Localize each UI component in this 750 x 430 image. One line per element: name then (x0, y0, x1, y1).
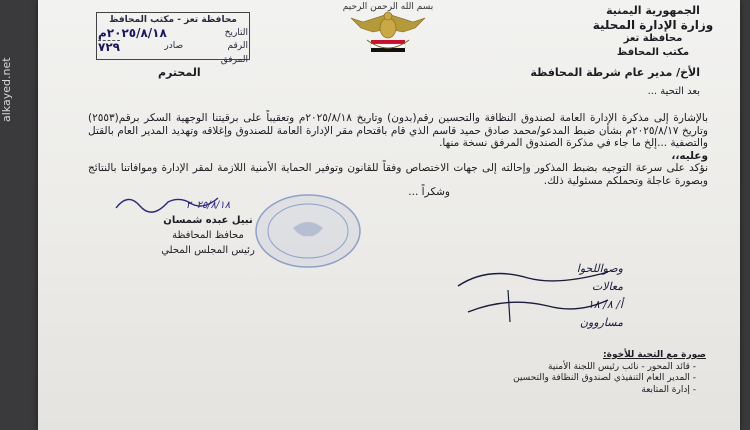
signatory-title-2: رئيس المجلس المحلي (161, 245, 255, 256)
stamp-number-label: الرقم (227, 41, 248, 51)
stamp-attachments-label: المرفق (220, 55, 248, 65)
stamp-title: محافظة تعز - مكتب المحافظ (109, 15, 237, 25)
body-paragraph-1: بالإشارة إلى مذكرة الإدارة العامة لصندوق النظافة والتحسين رقم(بدون) وتاريخ ٢٠٢٥/٨/١٨م وتعقيباً على برقيتنا الوجهية السكر برقم(٢٥٥٣) وتاريخ ٢٠٢٥/٨/١٧م بشأن ضبط المدعو/محمد صادق حميد قاسم الذي قام باقتحام مقر الإدارة العامة للصندوق وإغلاقه وتهديد المدير العام بالقتل والتصفية ...إلخ ما جاء في مذكرة الصندوق المرفق نسخة منها. (88, 112, 708, 149)
watermark: alkayed.net (0, 57, 13, 123)
copy-recipients (446, 350, 706, 396)
note-line-4: مساروون (579, 316, 623, 329)
incoming-stamp-content (98, 14, 248, 67)
greeting: بعد التحية ... (647, 86, 700, 97)
ministry-name: وزارة الإدارة المحلية (592, 18, 714, 32)
signatory-title-1: محافظ المحافظة (172, 230, 244, 241)
body-lead: وعليه،، (671, 149, 708, 162)
letterhead-right (578, 4, 728, 60)
salutation: الأخ/ مدير عام شرطة المحافظة (530, 66, 700, 79)
note-line-1: وصواللحوا (576, 262, 623, 275)
note-line-2: معالات (591, 280, 623, 293)
honorific: المحترم (158, 66, 201, 79)
body-paragraph-2: نؤكد على سرعة التوجيه بضبط المذكور وإحالته إلى جهات الاختصاص وفقاً للقانون وتوفير الحماية الأمنية اللازمة لمقر الإدارة وموافاتنا بالنتائج وبصورة عاجلة وتحملكم مسئولية ذلك. (88, 162, 708, 187)
cc-item: - إدارة المتابعة (446, 385, 696, 397)
stamp-outgoing-label: صادر (164, 41, 184, 51)
office-name: مكتب المحافظ (616, 47, 690, 58)
stamp-date-label: التاريخ (224, 28, 248, 38)
cc-title: صورة مع التحية للأخوة: (603, 350, 706, 360)
closing-thanks: وشكراً ... (408, 186, 450, 198)
signature-date: ٢٠٢٥/٨/١٨ (185, 200, 231, 211)
letter-body (88, 112, 708, 187)
republic-name: الجمهورية اليمنية (606, 4, 700, 17)
stamp-date-value: ٢٠٢٥/٨/١٨م (98, 26, 167, 40)
signature-block (138, 198, 278, 258)
cc-item: - المدير العام التنفيذي لصندوق النظافة والتحسين (446, 373, 696, 385)
letter-page (38, 0, 740, 430)
stamp-number-value: ٧٢٩ (98, 40, 120, 54)
cc-list (446, 362, 706, 397)
basmala: بسم الله الرحمن الرحيم (342, 2, 434, 12)
cc-item: - قائد المحور - نائب رئيس اللجنة الأمنية (446, 362, 696, 374)
national-emblem-icon (343, 2, 433, 58)
handwritten-notes (443, 260, 623, 332)
note-line-3: أ/ ٨/ ١٨ (587, 298, 623, 311)
signatory-name: نبيل عبده شمسان (163, 215, 253, 226)
governorate-name: محافظة تعز (623, 33, 683, 44)
